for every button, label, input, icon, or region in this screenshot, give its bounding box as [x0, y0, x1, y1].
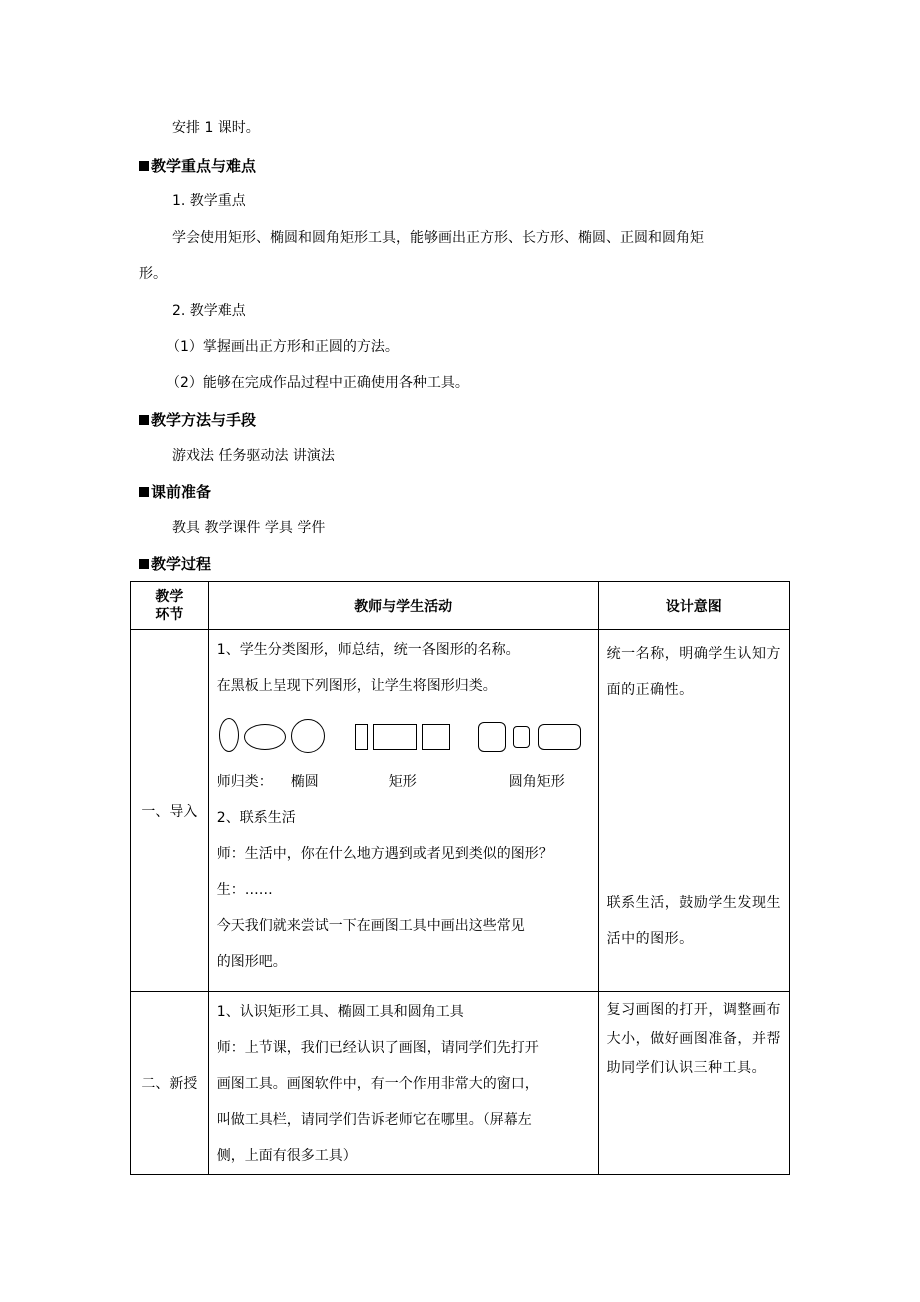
prep-text: 教具 教学课件 学具 学件 [172, 520, 326, 536]
square-bullet-icon [139, 161, 149, 171]
section-heading-key: 教学重点与难点 [139, 156, 256, 176]
key-point-heading: 1. 教学重点 [172, 193, 246, 209]
header-intent: 设计意图 [598, 582, 789, 630]
ellipse-vertical-shape [219, 718, 239, 752]
activity-line: 的图形吧。 [216, 954, 287, 970]
activity-line: 叫做工具栏，请同学们告诉老师它在哪里。（屏幕左 [216, 1112, 532, 1128]
activity-line: 侧，上面有很多工具） [216, 1148, 357, 1164]
square-bullet-icon [139, 559, 149, 569]
stage-new: 二、新授 [131, 992, 209, 1175]
intent-intro [598, 630, 789, 992]
square-bullet-icon [139, 415, 149, 425]
classify-prefix: 师归类： [216, 774, 273, 790]
intent-text: 复习画图的打开，调整画布大小，做好画图准备，并帮助同学们认识三种工具。 [606, 1002, 781, 1076]
difficulty-item2: （2）能够在完成作品过程中正确使用各种工具。 [166, 375, 469, 391]
intent-text: 统一名称，明确学生认知方面的正确性。 [606, 646, 781, 698]
category-rounded-rect: 圆角矩形 [508, 774, 565, 790]
rounded-wide-shape [538, 724, 581, 750]
activity-line: 生：…… [216, 882, 273, 898]
activity-line: 1、认识矩形工具、椭圆工具和圆角工具 [216, 1004, 464, 1020]
activity-line: 今天我们就来尝试一下在画图工具中画出这些常见 [216, 918, 525, 934]
key-point-line2: 形。 [139, 266, 167, 282]
classification-line [209, 764, 598, 800]
table-header-row [131, 582, 790, 630]
intent-new [598, 992, 789, 1175]
activity-intro [208, 630, 598, 992]
key-point-line1: 学会使用矩形、椭圆和圆角矩形工具，能够画出正方形、长方形、椭圆、正圆和圆角矩 [172, 230, 704, 246]
header-activity: 教师与学生活动 [208, 582, 598, 630]
activity-line: 师：生活中，你在什么地方遇到或者见到类似的图形？ [216, 846, 553, 862]
intro-text: 安排 1 课时。 [172, 120, 260, 136]
activity-line: 1、学生分类图形，师总结，统一各图形的名称。 [216, 642, 520, 658]
table-row [131, 630, 790, 992]
category-ellipse: 椭圆 [290, 774, 319, 790]
rounded-small-shape [513, 726, 530, 748]
table-row [131, 992, 790, 1175]
rect-wide-shape [373, 724, 417, 750]
category-rect: 矩形 [388, 774, 417, 790]
circle-shape [291, 719, 325, 753]
activity-new [208, 992, 598, 1175]
difficulty-heading: 2. 教学难点 [172, 303, 246, 319]
section-heading-method: 教学方法与手段 [139, 410, 256, 430]
header-stage: 教学 环节 [131, 582, 209, 630]
activity-line: 画图工具。画图软件中，有一个作用非常大的窗口， [216, 1076, 539, 1092]
stage-intro: 一、导入 [131, 630, 209, 992]
intent-text: 联系生活，鼓励学生发现生活中的图形。 [606, 895, 781, 947]
section-heading-prep: 课前准备 [139, 482, 211, 502]
ellipse-horizontal-shape [244, 724, 286, 750]
methods-text: 游戏法 任务驱动法 讲演法 [172, 448, 335, 464]
square-bullet-icon [139, 487, 149, 497]
difficulty-item1: （1）掌握画出正方形和正圆的方法。 [166, 339, 399, 355]
activity-line: 在黑板上呈现下列图形，让学生将图形归类。 [216, 678, 497, 694]
rect-tall-shape [355, 724, 368, 750]
activity-line: 师：上节课，我们已经认识了画图，请同学们先打开 [216, 1040, 539, 1056]
process-table [130, 581, 790, 1175]
square-shape [422, 724, 450, 750]
activity-line: 2、联系生活 [216, 810, 296, 826]
rounded-square-shape [478, 722, 506, 752]
shape-examples [209, 704, 598, 764]
section-heading-process: 教学过程 [139, 554, 211, 574]
